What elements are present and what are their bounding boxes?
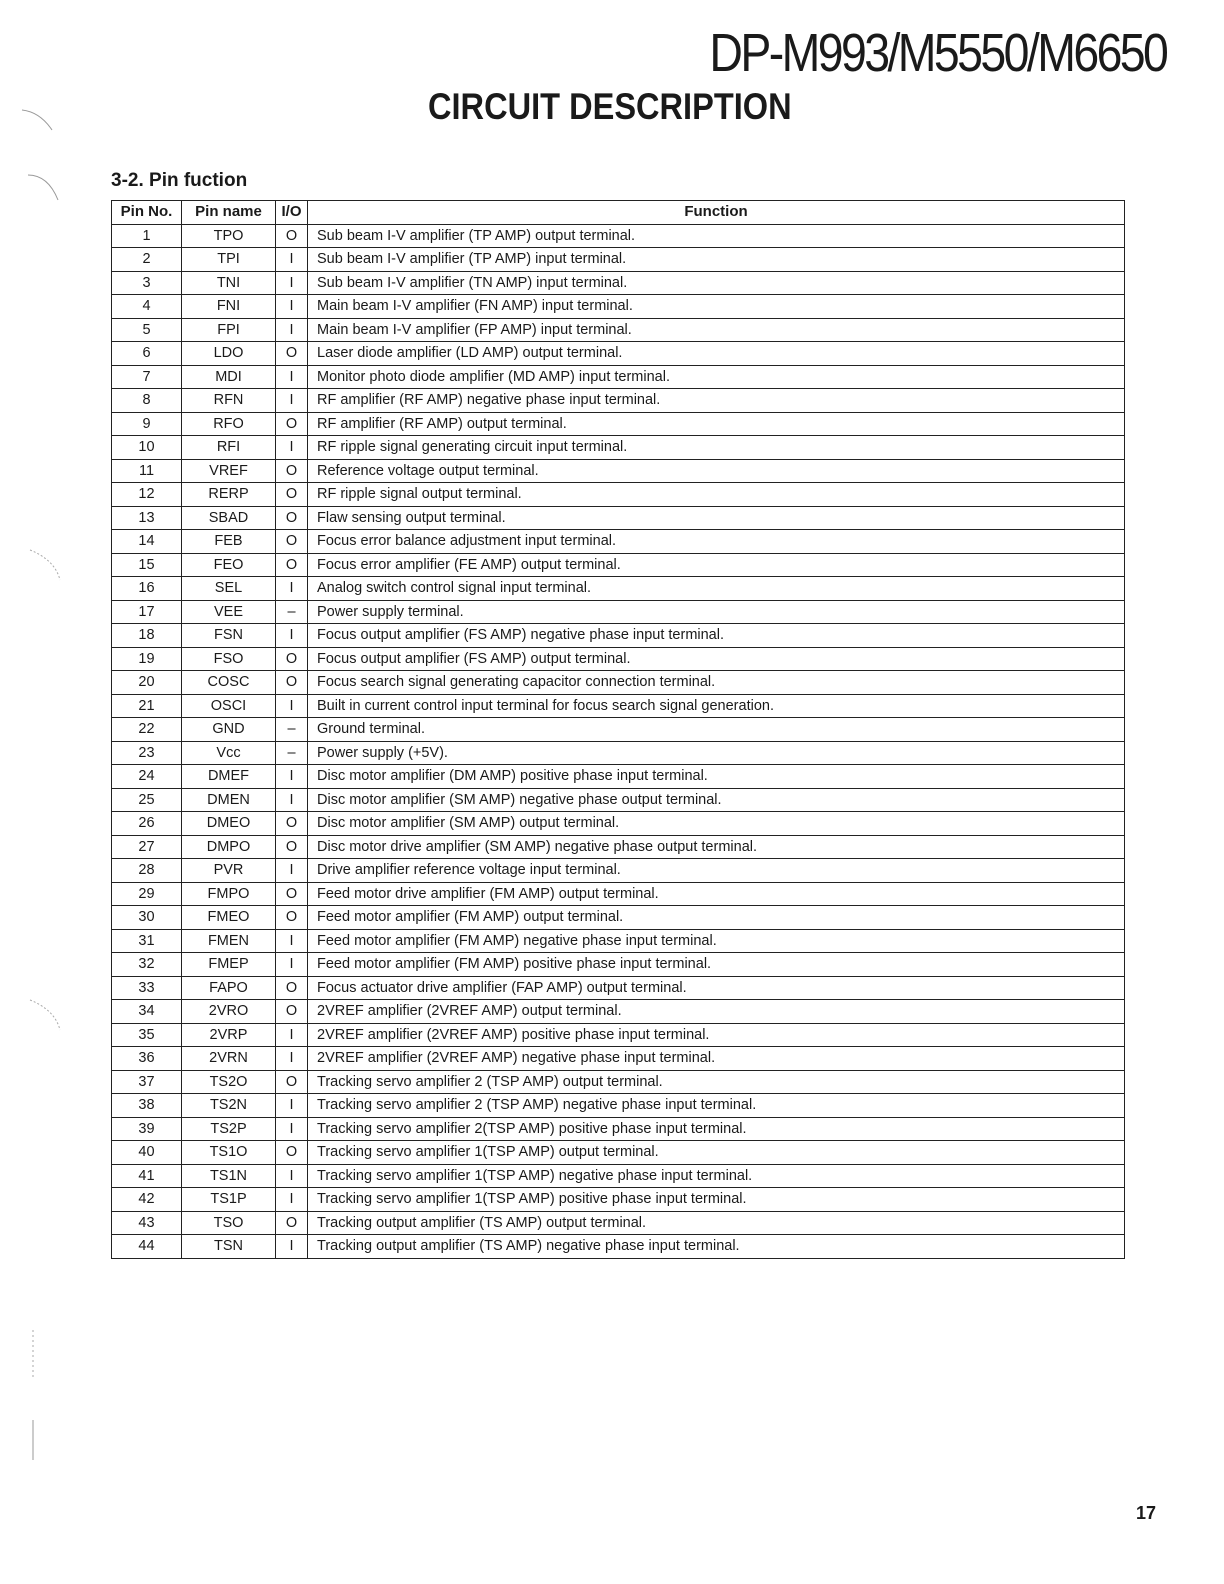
cell-function: Disc motor drive amplifier (SM AMP) negative phase output terminal. — [308, 835, 1125, 859]
cell-function: Power supply terminal. — [308, 600, 1125, 624]
header-io: I/O — [276, 201, 308, 225]
cell-function: Feed motor amplifier (FM AMP) negative phase input terminal. — [308, 929, 1125, 953]
cell-io: I — [276, 1235, 308, 1259]
table-row — [112, 600, 1125, 624]
cell-pin-no: 28 — [112, 859, 182, 883]
cell-io: I — [276, 1117, 308, 1141]
cell-io: O — [276, 459, 308, 483]
table-row — [112, 694, 1125, 718]
cell-function: Sub beam I-V amplifier (TP AMP) input terminal. — [308, 248, 1125, 272]
cell-io: I — [276, 248, 308, 272]
cell-pin-name: FEO — [182, 553, 276, 577]
cell-pin-no: 26 — [112, 812, 182, 836]
cell-pin-no: 9 — [112, 412, 182, 436]
cell-function: Focus search signal generating capacitor connection terminal. — [308, 671, 1125, 695]
cell-io: I — [276, 1023, 308, 1047]
cell-io: O — [276, 483, 308, 507]
cell-function: Disc motor amplifier (SM AMP) negative phase output terminal. — [308, 788, 1125, 812]
cell-pin-no: 20 — [112, 671, 182, 695]
cell-io: – — [276, 718, 308, 742]
cell-pin-name: TS2N — [182, 1094, 276, 1118]
cell-io: I — [276, 788, 308, 812]
cell-pin-no: 19 — [112, 647, 182, 671]
cell-pin-name: LDO — [182, 342, 276, 366]
cell-function: Focus actuator drive amplifier (FAP AMP) output terminal. — [308, 976, 1125, 1000]
cell-io: I — [276, 318, 308, 342]
cell-pin-no: 6 — [112, 342, 182, 366]
table-row — [112, 1000, 1125, 1024]
cell-io: – — [276, 741, 308, 765]
cell-pin-no: 7 — [112, 365, 182, 389]
cell-function: Reference voltage output terminal. — [308, 459, 1125, 483]
cell-pin-name: RFN — [182, 389, 276, 413]
table-row — [112, 483, 1125, 507]
cell-function: RF amplifier (RF AMP) output terminal. — [308, 412, 1125, 436]
cell-io: O — [276, 671, 308, 695]
table-header-row — [112, 201, 1125, 225]
cell-io: I — [276, 271, 308, 295]
table-row — [112, 342, 1125, 366]
table-row — [112, 530, 1125, 554]
cell-pin-name: OSCI — [182, 694, 276, 718]
table-row — [112, 436, 1125, 460]
cell-pin-name: DMEF — [182, 765, 276, 789]
cell-pin-name: FPI — [182, 318, 276, 342]
cell-pin-no: 39 — [112, 1117, 182, 1141]
cell-pin-no: 35 — [112, 1023, 182, 1047]
table-row — [112, 953, 1125, 977]
table-row — [112, 718, 1125, 742]
cell-function: Main beam I-V amplifier (FN AMP) input terminal. — [308, 295, 1125, 319]
cell-pin-no: 13 — [112, 506, 182, 530]
cell-io: I — [276, 436, 308, 460]
cell-pin-no: 2 — [112, 248, 182, 272]
cell-function: 2VREF amplifier (2VREF AMP) output terminal. — [308, 1000, 1125, 1024]
cell-pin-name: MDI — [182, 365, 276, 389]
table-row — [112, 1235, 1125, 1259]
cell-pin-no: 11 — [112, 459, 182, 483]
table-row — [112, 1070, 1125, 1094]
cell-pin-no: 8 — [112, 389, 182, 413]
cell-pin-no: 43 — [112, 1211, 182, 1235]
table-row — [112, 835, 1125, 859]
cell-function: Focus output amplifier (FS AMP) output terminal. — [308, 647, 1125, 671]
cell-function: Feed motor amplifier (FM AMP) positive phase input terminal. — [308, 953, 1125, 977]
cell-pin-no: 44 — [112, 1235, 182, 1259]
cell-pin-no: 30 — [112, 906, 182, 930]
cell-pin-no: 22 — [112, 718, 182, 742]
cell-pin-name: VEE — [182, 600, 276, 624]
table-row — [112, 976, 1125, 1000]
cell-io: I — [276, 365, 308, 389]
cell-pin-no: 37 — [112, 1070, 182, 1094]
cell-pin-name: 2VRO — [182, 1000, 276, 1024]
subsection-title: 3-2. Pin fuction — [111, 170, 248, 191]
cell-pin-name: COSC — [182, 671, 276, 695]
cell-function: RF ripple signal output terminal. — [308, 483, 1125, 507]
cell-pin-no: 34 — [112, 1000, 182, 1024]
cell-pin-no: 38 — [112, 1094, 182, 1118]
cell-function: Tracking servo amplifier 1(TSP AMP) positive phase input terminal. — [308, 1188, 1125, 1212]
cell-function: Tracking servo amplifier 1(TSP AMP) output terminal. — [308, 1141, 1125, 1165]
cell-io: O — [276, 647, 308, 671]
scan-margin-artifacts — [0, 0, 70, 1584]
cell-function: 2VREF amplifier (2VREF AMP) negative phase input terminal. — [308, 1047, 1125, 1071]
cell-pin-name: RERP — [182, 483, 276, 507]
cell-function: Tracking servo amplifier 2 (TSP AMP) negative phase input terminal. — [308, 1094, 1125, 1118]
cell-pin-no: 15 — [112, 553, 182, 577]
cell-pin-name: SBAD — [182, 506, 276, 530]
cell-pin-name: FNI — [182, 295, 276, 319]
cell-function: Main beam I-V amplifier (FP AMP) input terminal. — [308, 318, 1125, 342]
cell-function: 2VREF amplifier (2VREF AMP) positive phase input terminal. — [308, 1023, 1125, 1047]
table-row — [112, 788, 1125, 812]
model-number: DP-M993/M5550/M6650 — [709, 23, 1166, 83]
cell-pin-no: 42 — [112, 1188, 182, 1212]
cell-pin-name: SEL — [182, 577, 276, 601]
table-row — [112, 765, 1125, 789]
cell-pin-no: 1 — [112, 224, 182, 248]
cell-pin-no: 4 — [112, 295, 182, 319]
cell-pin-name: FAPO — [182, 976, 276, 1000]
cell-pin-name: RFI — [182, 436, 276, 460]
cell-pin-name: DMEO — [182, 812, 276, 836]
cell-io: O — [276, 506, 308, 530]
cell-pin-name: FMEN — [182, 929, 276, 953]
table-row — [112, 812, 1125, 836]
cell-pin-name: DMPO — [182, 835, 276, 859]
cell-function: Tracking output amplifier (TS AMP) output terminal. — [308, 1211, 1125, 1235]
cell-io: O — [276, 882, 308, 906]
table-row — [112, 248, 1125, 272]
cell-pin-no: 12 — [112, 483, 182, 507]
cell-pin-name: DMEN — [182, 788, 276, 812]
cell-io: O — [276, 1211, 308, 1235]
cell-io: I — [276, 295, 308, 319]
cell-pin-no: 21 — [112, 694, 182, 718]
table-row — [112, 882, 1125, 906]
cell-pin-name: TS2P — [182, 1117, 276, 1141]
cell-pin-name: FMEO — [182, 906, 276, 930]
cell-io: I — [276, 1094, 308, 1118]
cell-io: O — [276, 412, 308, 436]
cell-function: Tracking servo amplifier 2(TSP AMP) positive phase input terminal. — [308, 1117, 1125, 1141]
cell-function: Feed motor drive amplifier (FM AMP) output terminal. — [308, 882, 1125, 906]
cell-pin-name: TS1P — [182, 1188, 276, 1212]
cell-function: Drive amplifier reference voltage input terminal. — [308, 859, 1125, 883]
cell-pin-name: TS1O — [182, 1141, 276, 1165]
cell-pin-name: FMPO — [182, 882, 276, 906]
cell-function: Tracking servo amplifier 2 (TSP AMP) output terminal. — [308, 1070, 1125, 1094]
cell-io: I — [276, 953, 308, 977]
cell-pin-name: Vcc — [182, 741, 276, 765]
cell-function: Tracking servo amplifier 1(TSP AMP) negative phase input terminal. — [308, 1164, 1125, 1188]
cell-pin-name: TPO — [182, 224, 276, 248]
cell-function: Focus error balance adjustment input terminal. — [308, 530, 1125, 554]
cell-pin-no: 17 — [112, 600, 182, 624]
table-row — [112, 1117, 1125, 1141]
cell-pin-no: 3 — [112, 271, 182, 295]
cell-pin-name: FMEP — [182, 953, 276, 977]
cell-pin-name: FSN — [182, 624, 276, 648]
cell-io: O — [276, 224, 308, 248]
table-row — [112, 906, 1125, 930]
cell-pin-name: 2VRP — [182, 1023, 276, 1047]
cell-pin-no: 27 — [112, 835, 182, 859]
table-row — [112, 506, 1125, 530]
cell-io: I — [276, 1047, 308, 1071]
table-row — [112, 647, 1125, 671]
cell-pin-no: 5 — [112, 318, 182, 342]
table-row — [112, 1141, 1125, 1165]
cell-io: O — [276, 906, 308, 930]
cell-pin-name: 2VRN — [182, 1047, 276, 1071]
cell-pin-name: GND — [182, 718, 276, 742]
cell-function: Monitor photo diode amplifier (MD AMP) input terminal. — [308, 365, 1125, 389]
cell-function: Power supply (+5V). — [308, 741, 1125, 765]
cell-pin-name: TS1N — [182, 1164, 276, 1188]
cell-io: O — [276, 1141, 308, 1165]
cell-function: Sub beam I-V amplifier (TP AMP) output terminal. — [308, 224, 1125, 248]
cell-function: Tracking output amplifier (TS AMP) negative phase input terminal. — [308, 1235, 1125, 1259]
cell-io: I — [276, 1164, 308, 1188]
cell-pin-no: 40 — [112, 1141, 182, 1165]
cell-io: I — [276, 389, 308, 413]
cell-io: O — [276, 812, 308, 836]
cell-pin-no: 24 — [112, 765, 182, 789]
cell-function: RF amplifier (RF AMP) negative phase input terminal. — [308, 389, 1125, 413]
cell-io: I — [276, 929, 308, 953]
cell-function: Laser diode amplifier (LD AMP) output terminal. — [308, 342, 1125, 366]
cell-pin-no: 18 — [112, 624, 182, 648]
table-row — [112, 365, 1125, 389]
page-number: 17 — [1135, 1503, 1156, 1523]
cell-pin-name: FEB — [182, 530, 276, 554]
cell-pin-name: TSO — [182, 1211, 276, 1235]
cell-pin-name: PVR — [182, 859, 276, 883]
header-function: Function — [308, 201, 1125, 225]
table-row — [112, 1047, 1125, 1071]
cell-io: I — [276, 1188, 308, 1212]
table-row — [112, 859, 1125, 883]
cell-io: – — [276, 600, 308, 624]
cell-pin-name: TNI — [182, 271, 276, 295]
cell-io: O — [276, 553, 308, 577]
cell-pin-name: TPI — [182, 248, 276, 272]
table-row — [112, 553, 1125, 577]
table-row — [112, 624, 1125, 648]
cell-pin-no: 33 — [112, 976, 182, 1000]
pin-function-table — [111, 200, 1125, 1259]
cell-pin-no: 14 — [112, 530, 182, 554]
cell-function: Sub beam I-V amplifier (TN AMP) input terminal. — [308, 271, 1125, 295]
cell-pin-no: 16 — [112, 577, 182, 601]
table-row — [112, 929, 1125, 953]
table-row — [112, 577, 1125, 601]
cell-io: O — [276, 1070, 308, 1094]
table-row — [112, 1164, 1125, 1188]
table-row — [112, 412, 1125, 436]
cell-function: Ground terminal. — [308, 718, 1125, 742]
cell-io: I — [276, 577, 308, 601]
cell-io: I — [276, 765, 308, 789]
table-row — [112, 1023, 1125, 1047]
cell-function: RF ripple signal generating circuit input terminal. — [308, 436, 1125, 460]
cell-pin-no: 29 — [112, 882, 182, 906]
table-row — [112, 671, 1125, 695]
table-row — [112, 741, 1125, 765]
table-row — [112, 271, 1125, 295]
cell-pin-no: 31 — [112, 929, 182, 953]
table-row — [112, 389, 1125, 413]
cell-pin-name: FSO — [182, 647, 276, 671]
table-row — [112, 295, 1125, 319]
table-row — [112, 224, 1125, 248]
cell-pin-no: 36 — [112, 1047, 182, 1071]
table-row — [112, 1094, 1125, 1118]
table-row — [112, 318, 1125, 342]
cell-pin-no: 41 — [112, 1164, 182, 1188]
cell-function: Flaw sensing output terminal. — [308, 506, 1125, 530]
cell-function: Built in current control input terminal for focus search signal generation. — [308, 694, 1125, 718]
cell-io: I — [276, 624, 308, 648]
cell-pin-name: RFO — [182, 412, 276, 436]
cell-io: O — [276, 835, 308, 859]
cell-function: Analog switch control signal input terminal. — [308, 577, 1125, 601]
cell-function: Disc motor amplifier (SM AMP) output terminal. — [308, 812, 1125, 836]
header-pin-no: Pin No. — [112, 201, 182, 225]
cell-pin-name: TS2O — [182, 1070, 276, 1094]
cell-function: Disc motor amplifier (DM AMP) positive phase input terminal. — [308, 765, 1125, 789]
cell-io: O — [276, 530, 308, 554]
cell-pin-name: TSN — [182, 1235, 276, 1259]
header-pin-name: Pin name — [182, 201, 276, 225]
cell-function: Focus output amplifier (FS AMP) negative phase input terminal. — [308, 624, 1125, 648]
cell-function: Focus error amplifier (FE AMP) output terminal. — [308, 553, 1125, 577]
cell-io: I — [276, 859, 308, 883]
table-row — [112, 1211, 1125, 1235]
table-row — [112, 459, 1125, 483]
cell-pin-no: 23 — [112, 741, 182, 765]
cell-io: O — [276, 976, 308, 1000]
cell-io: O — [276, 342, 308, 366]
cell-pin-no: 32 — [112, 953, 182, 977]
cell-pin-no: 10 — [112, 436, 182, 460]
section-title: CIRCUIT DESCRIPTION — [428, 86, 792, 127]
cell-function: Feed motor amplifier (FM AMP) output terminal. — [308, 906, 1125, 930]
cell-io: O — [276, 1000, 308, 1024]
cell-io: I — [276, 694, 308, 718]
table-row — [112, 1188, 1125, 1212]
cell-pin-name: VREF — [182, 459, 276, 483]
cell-pin-no: 25 — [112, 788, 182, 812]
